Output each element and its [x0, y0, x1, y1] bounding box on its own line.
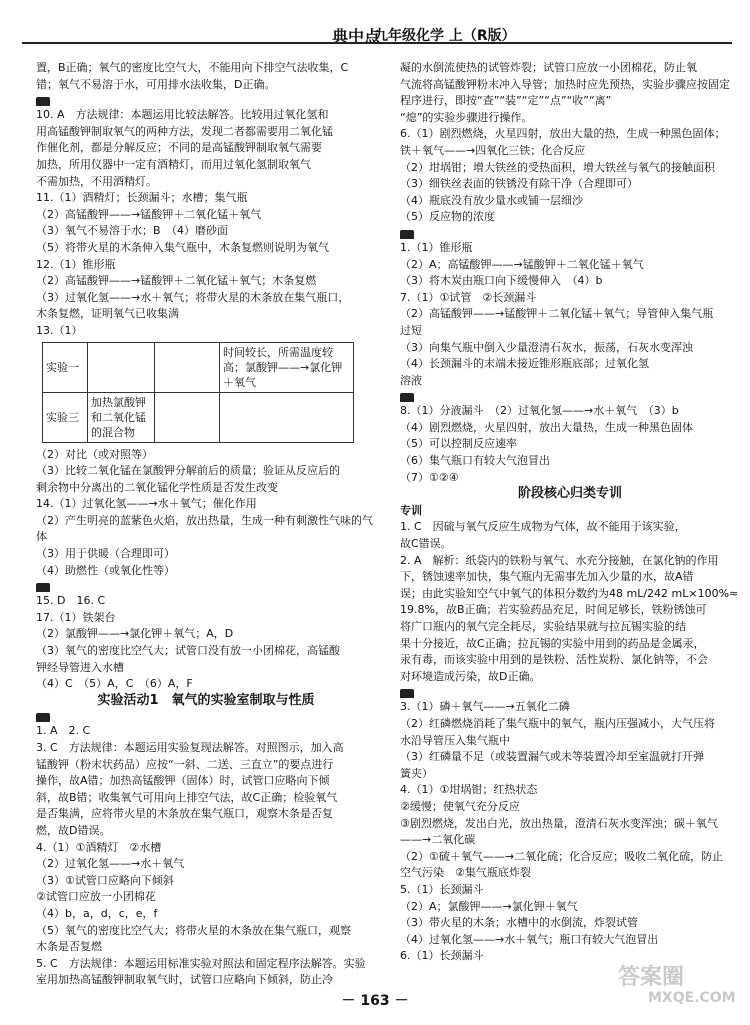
text-line: （2）红磷燃烧消耗了集气瓶中的氧气，瓶内压强减小，大气压将 [400, 716, 715, 730]
answers-block-2 [36, 447, 376, 580]
section-heading: 阶段核心归类专训 [517, 486, 622, 502]
text-line: 15. D 16. C [36, 594, 106, 608]
text-line: （5）将带火星的木条伸入集气瓶中，木条复燃则说明为氧气 [36, 240, 329, 254]
answers-block-5 [400, 60, 740, 226]
answers-block-1 [36, 107, 376, 339]
table-cell [155, 392, 220, 442]
text-line: ——→二氧化碳 [400, 833, 476, 847]
experiment-table [42, 342, 354, 443]
text-line: （4）助燃性（或氧化性等） [36, 563, 175, 577]
text-line: （4）C （5）A，C （6）A，F [36, 677, 193, 691]
text-line: 将广口瓶内的氧气完全耗尽，实验结果就与拉瓦锡实验的结 [400, 620, 686, 633]
text-line: 加热，所用仪器中一定有酒精灯，而用过氧化氢制取氧气 [36, 157, 311, 171]
text-line: ②试管口应放一小团棉花 [36, 890, 156, 904]
text-line: （2）对比（或对照等） [36, 447, 153, 461]
text-line: （7）①②④ [400, 470, 459, 484]
text-line: （3）氧气的密度比空气大；试管口没有放一小团棉花，高锰酸 [36, 644, 340, 658]
answers-block-3 [36, 593, 376, 693]
text-line: （2）坩埚钳；增大铁丝的受热面积，增大铁丝与氧气的接触面积 [400, 160, 715, 174]
header-rule [22, 42, 732, 44]
table-cell: 时间较长，所需温度较高；氯酸钾——→氯化钾＋氧气 [220, 342, 354, 392]
text-line: （3）过氧化氢——→水＋氧气；将带火星的木条放在集气瓶口， [36, 290, 350, 304]
section-marker-icon [36, 583, 50, 592]
text-line: （3）比较二氧化锰在氯酸钾分解前后的质量；验证从反应后的 [36, 464, 340, 478]
text-line: ③剧烈燃烧，发出白光，放出热量，澄清石灰水变浑浊；碳＋氧气 [400, 816, 718, 830]
text-line: 5. C 方法规律：本题运用标准实验对照法和固定程序法解答。实验 [36, 956, 366, 970]
subsection-label: 专训 [400, 503, 422, 517]
text-line: 剩余物中分离出的二氧化锰化学性质是否发生改变 [36, 480, 278, 494]
text-line: 木条复燃，证明氧气已收集满 [36, 307, 179, 321]
text-line: 10. A 方法规律：本题运用比较法解答。比较用过氧化氢和 [36, 108, 329, 122]
text-line: 1.（1）锥形瓶 [400, 240, 473, 254]
text-line: 水沿导管压入集气瓶中 [400, 733, 510, 747]
text-line: （3）①试管口应略向下倾斜 [36, 873, 174, 887]
text-line: 13.（1） [36, 323, 83, 337]
text-line: （5）氧气的密度比空气大；将带火星的木条放在集气瓶口，观察 [36, 923, 351, 937]
text-line: （5）反应物的浓度 [400, 210, 495, 224]
text-line: （3）红磷量不足（或装置漏气或未等装置冷却至室温就打开弹 [400, 750, 704, 764]
text-line: 误；由此实验知空气中氧气的体积分数约为48 mL/242 mL×100%≈ [400, 586, 739, 600]
text-line: 3.（1）磷＋氧气——→五氧化二磷 [400, 700, 570, 714]
text-line: 是否集满，应将带火星的木条放在集气瓶口，观察木条是否复 [36, 807, 333, 821]
text-line: （2）过氧化氢——→水＋氧气 [36, 857, 185, 871]
text-line: （2）A；氯酸钾——→氯化钾＋氧气 [400, 899, 578, 913]
section-heading: 实验活动1 氧气的实验室制取与性质 [97, 692, 315, 708]
text-line: （3）带火星的木条；水槽中的水倒流，炸裂试管 [400, 916, 638, 930]
text-line: 置，B正确；氧气的密度比空气大，不能用向下排空气法收集，C [36, 61, 349, 74]
text-line: 果十分接近，故C正确；拉瓦锡的实验中用到的药品是金属汞， [400, 636, 705, 650]
section-marker-icon [36, 713, 50, 722]
table-cell [220, 392, 354, 442]
section-marker-icon [400, 689, 414, 698]
text-line: 锰酸钾（粉末状药品）应按“一斜、二送、三直立”的要点进行 [36, 757, 334, 771]
text-line: 11.（1）酒精灯；长颈漏斗；水槽；集气瓶 [36, 191, 248, 205]
text-line: 作催化剂，都是分解反应；不同的是高锰酸钾制取氧气需要 [36, 141, 322, 155]
text-line: 铁＋氧气——→四氧化三铁；化合反应 [400, 143, 586, 157]
text-line: 6.（1）剧烈燃烧，火星四射，放出大量的热，生成一种黑色固体； [400, 127, 726, 141]
text-line: 木条是否复燃 [36, 940, 102, 954]
text-line: 故C错误。 [400, 537, 452, 551]
text-line: 3. C 方法规律：本题运用实验复现法解答。对照图示，加入高 [36, 741, 344, 754]
text-line: （2）高锰酸钾——→锰酸钾＋二氧化锰＋氧气；木条复燃 [36, 274, 317, 288]
text-line: 汞有毒，而该实验中用到的是铁粉、活性炭粉、氯化钠等，不会 [400, 653, 708, 667]
text-line: 气流将高锰酸钾粉末冲入导管；加热时应先预热，实验步骤应按固定程序进行，即按“查”“装”“定”“点”“收”“离” [400, 77, 730, 108]
text-line: 7.（1）①试管 ②长颈漏斗 [400, 290, 537, 304]
text-line: 斜，故B错；收集氧气可用向上排空气法，故C正确；检验氧气 [36, 790, 338, 804]
text-line: （2）高锰酸钾——→锰酸钾＋二氧化锰＋氧气 [36, 207, 262, 221]
book-logo: 典中点 [332, 27, 381, 46]
text-line: 6.（1）长颈漏斗 [400, 949, 484, 963]
text-line: 4.（1）①酒精灯 ②水槽 [36, 840, 162, 854]
text-line: （4）b，a，d，c，e，f [36, 906, 158, 920]
table-cell [88, 342, 155, 392]
text-line: 对环境造成污染，故D正确。 [400, 669, 541, 683]
right-column [400, 60, 740, 965]
answers-block-4 [36, 723, 376, 989]
text-line: （4）瓶底没有放少量水或铺一层细沙 [400, 193, 583, 207]
section-marker-icon [400, 230, 414, 239]
text-line: （2）氯酸钾——→氯化钾＋氧气；A，D [36, 627, 234, 641]
table-cell: 加热氯酸钾和二氧化锰的混合物 [88, 392, 155, 442]
text-line: 溶液 [400, 373, 422, 387]
section-marker-icon [400, 393, 414, 402]
text-line: （3）向集气瓶中倒入少量澄清石灰水，振荡，石灰水变浑浊 [400, 340, 693, 354]
answers-block-9 [400, 699, 740, 965]
text-line: 17.（1）铁架台 [36, 610, 116, 624]
text-line: （3）细铁丝表面的铁锈没有除干净（合理即可） [400, 177, 638, 191]
text-line: 钾经导管进入水槽 [36, 660, 124, 674]
page-number: － 163 － [341, 993, 409, 1009]
text-line: 用高锰酸钾制取氧气的两种方法，发现二者都需要用二氧化锰 [36, 124, 333, 138]
answers-block-7 [400, 403, 740, 486]
table-cell: 实验一 [43, 342, 88, 392]
watermark-logo: 答案圈 [618, 965, 685, 990]
text-line: （3）用于供暖（合理即可） [36, 547, 175, 561]
text-line: 1. C 因硫与氧气反应生成物为气体，故不能用于该实验， [400, 520, 686, 534]
text-line: 5.（1）长颈漏斗 [400, 882, 484, 896]
text-line: 下，锈蚀速率加快，集气瓶内无需事先加入少量的水，故A错 [400, 570, 694, 584]
text-line: 1. A 2. C [36, 724, 91, 738]
text-line: （2）①硫＋氧气——→二氧化硫；化合反应；吸收二氧化硫，防止 [400, 849, 724, 863]
text-line: 过短 [400, 323, 422, 337]
answers-block-6 [400, 240, 740, 389]
text-line: （4）长颈漏斗的末端未接近锥形瓶底部；过氧化氢 [400, 357, 649, 371]
text-line: 8.（1）分液漏斗 （2）过氧化氢——→水＋氧气 （3）b [400, 404, 679, 418]
left-column [36, 60, 376, 989]
text-line: （4）过氧化氢——→水＋氧气；瓶口有较大气泡冒出 [400, 932, 659, 946]
answers-block-8 [400, 519, 740, 685]
text-line: 错；氧气不易溶于水，可用排水法收集，D正确。 [36, 77, 276, 91]
text-line: （6）集气瓶口有较大气泡冒出 [400, 454, 550, 468]
text-line: （2）产生明亮的蓝紫色火焰，放出热量，生成一种有刺激性气味的气体 [36, 513, 373, 544]
text-line: （5）可以控制反应速率 [400, 437, 517, 451]
text-line: “熄”的实验步骤进行操作。 [400, 110, 533, 124]
text-line: 凝的水倒流使热的试管炸裂；试管口应放一小团棉花，防止氧 [400, 61, 697, 74]
table-cell [155, 342, 220, 392]
text-line: （3）氧气不易溶于水；B （4）磨砂面 [36, 224, 229, 238]
text-line: （2）高锰酸钾——→锰酸钾＋二氧化锰＋氧气；导管伸入集气瓶 [400, 307, 714, 321]
section-marker-icon [36, 97, 50, 106]
text-line: 19.8%，故B正确；若实验药品充足，时间足够长，铁粉锈蚀可 [400, 603, 707, 617]
text-line: 2. A 解析：纸袋内的铁粉与氧气、水充分接触，在氯化钠的作用 [400, 553, 719, 567]
text-line: 燃，故D错误。 [36, 823, 111, 837]
text-line: ②缓慢；使氧气充分反应 [400, 799, 520, 813]
text-line: （4）剧烈燃烧，火星四射，放出大量热，生成一种黑色固体 [400, 420, 693, 434]
text-line: （2）A；高锰酸钾——→锰酸钾＋二氧化锰＋氧气 [400, 257, 644, 271]
text-line: 4.（1）①坩埚钳；红热状态 [400, 783, 538, 797]
book-title: 九年级化学 上（R版） [374, 28, 516, 44]
table-cell: 实验三 [43, 392, 88, 442]
text-line: 室用加热高锰酸钾制取氧气时，试管口应略向下倾斜，防止冷 [36, 973, 333, 987]
text-line: 空气污染 ②集气瓶底炸裂 [400, 866, 531, 880]
page-header [22, 24, 732, 46]
text-line: 14.（1）过氧化氢——→水＋氧气；催化作用 [36, 497, 257, 511]
watermark-url: MXQE.COM [648, 990, 736, 1006]
text-line: 操作，故A错；加热高锰酸钾（固体）时，试管口应略向下倾 [36, 774, 330, 788]
text-line: 簧夹） [400, 766, 433, 780]
text-line: 12.（1）锥形瓶 [36, 257, 116, 271]
text-line: （3）将木炭由瓶口向下缓慢伸入 （4）b [400, 274, 603, 288]
text-line: 不需加热，不用酒精灯。 [36, 174, 157, 188]
